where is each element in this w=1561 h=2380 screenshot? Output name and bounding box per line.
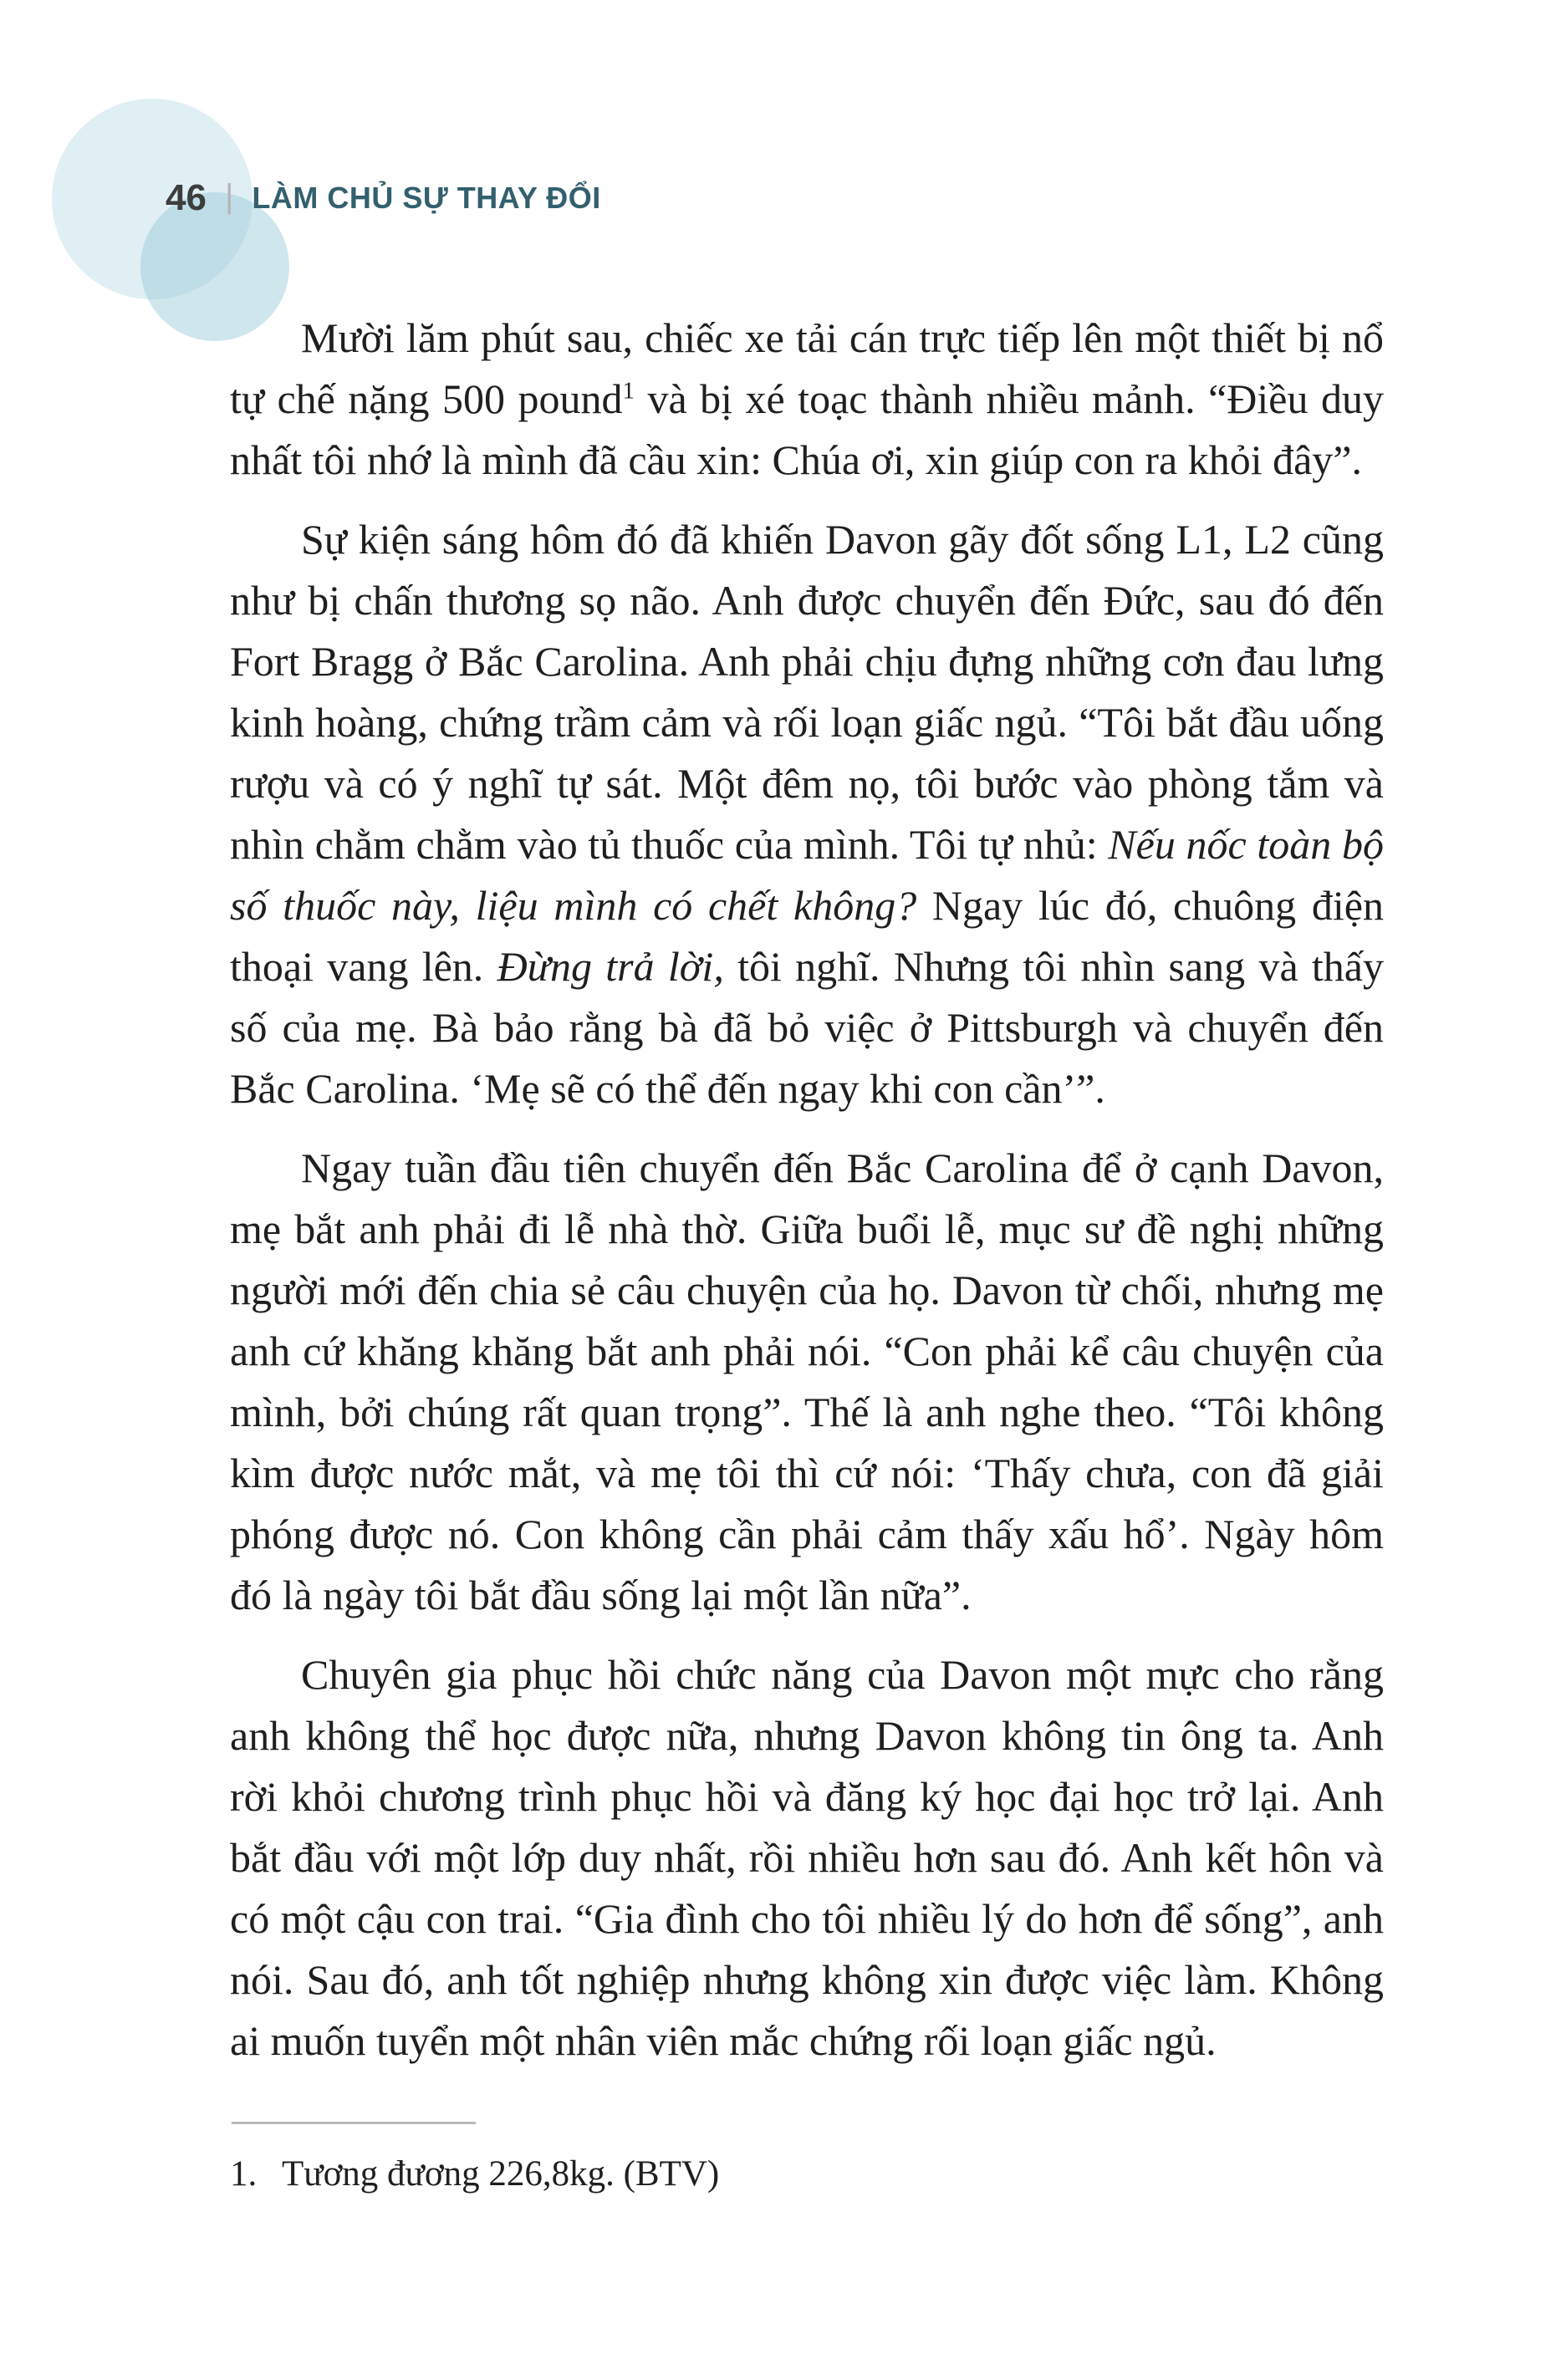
paragraph [230,1138,1384,1626]
footnote [230,2150,1384,2199]
italic-text-run: Nếu nốc toàn bộ số thuốc này, liệu mình có chết không? [230,821,1384,929]
text-run: Sự kiện sáng hôm đó đã khiến Davon gãy đốt sống L1, L2 cũng như bị chấn thương sọ não. Anh được chuyển đến Đức, sau đó đến Fort Bragg ở Bắc Carolina. Anh phải chịu đựng những cơn đau lưng kinh hoàng, chứng trầm cảm và rối loạn giấc ngủ. “Tôi bắt đầu uống rượu và có ý nghĩ tự sát. Một đêm nọ, tôi bước vào phòng tắm và nhìn chằm chằm vào tủ thuốc của mình. Tôi tự nhủ: [230,516,1384,868]
text-run: Mười lăm phút sau, chiếc xe tải cán trực tiếp lên một thiết bị nổ tự chế nặng 500 pound [230,314,1384,422]
paragraph [230,308,1384,491]
text-run: và bị xé toạc thành nhiều mảnh. “Điều duy nhất tôi nhớ là mình đã cầu xin: Chúa ơi, xin giúp con ra khỏi đây”. [230,375,1384,483]
paragraph [230,1644,1384,2072]
page-number: 46 [166,177,207,218]
text-run: tôi nghĩ. Nhưng tôi nhìn sang và thấy số của mẹ. Bà bảo rằng bà đã bỏ việc ở Pittsburgh và chuyển đến Bắc Carolina. ‘Mẹ sẽ có thể đến ngay khi con cần’”. [230,943,1384,1112]
footnote-divider [232,2122,476,2124]
footnote-reference: 1 [622,377,635,405]
book-title: LÀM CHỦ SỰ THAY ĐỔI [252,181,601,215]
italic-text-run: Đừng trả lời, [497,943,724,990]
text-run: Ngay tuần đầu tiên chuyển đến Bắc Carolina để ở cạnh Davon, mẹ bắt anh phải đi lễ nhà thờ. Giữa buổi lễ, mục sư đề nghị những người mới đến chia sẻ câu chuyện của họ. Davon từ chối, nhưng mẹ anh cứ khăng khăng bắt anh phải nói. “Con phải kể câu chuyện của mình, bởi chúng rất quan trọng”. Thế là anh nghe theo. “Tôi không kìm được nước mắt, và mẹ tôi thì cứ nói: ‘Thấy chưa, con đã giải phóng được nó. Con không cần phải cảm thấy xấu hổ’. Ngày hôm đó là ngày tôi bắt đầu sống lại một lần nữa”. [230,1144,1384,1618]
footnote-number: 1. [230,2154,258,2194]
text-run: Ngay lúc đó, chuông điện thoại vang lên. [230,882,1384,990]
paragraph [230,509,1384,1119]
body-text [230,308,1384,2090]
text-run: Chuyên gia phục hồi chức năng của Davon một mực cho rằng anh không thể học được nữa, nhưng Davon không tin ông ta. Anh rời khỏi chương trình phục hồi và đăng ký học đại học trở lại. Anh bắt đầu với một lớp duy nhất, rồi nhiều hơn sau đó. Anh kết hôn và có một cậu con trai. “Gia đình cho tôi nhiều lý do hơn để sống”, anh nói. Sau đó, anh tốt nghiệp nhưng không xin được việc làm. Không ai muốn tuyển một nhân viên mắc chứng rối loạn giấc ngủ. [230,1651,1384,2064]
header-divider: | [224,177,234,215]
footnote-text: Tương đương 226,8kg. (BTV) [282,2154,720,2194]
page-header [166,177,601,219]
